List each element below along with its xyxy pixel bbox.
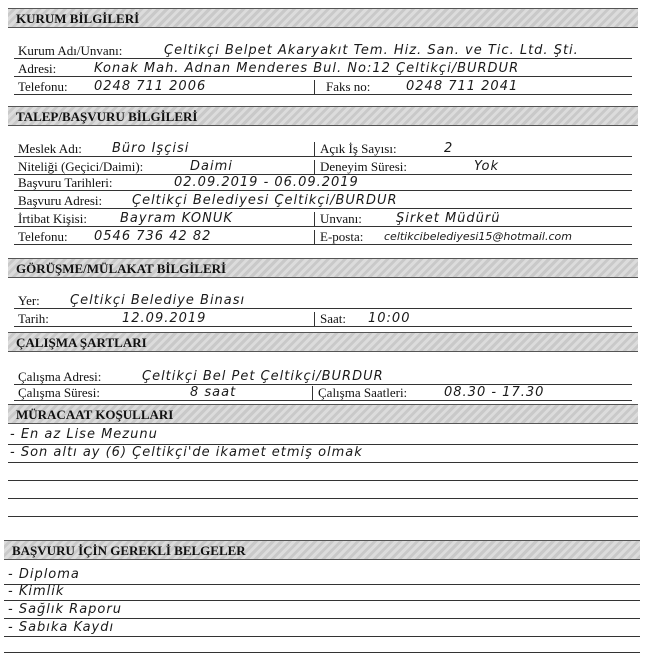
meslek-row (14, 142, 632, 157)
irtibat-value[interactable]: Bayram KONUK (120, 212, 233, 226)
divider (314, 230, 315, 244)
saat-label: Saat: (320, 312, 346, 326)
ruled-line (8, 498, 638, 499)
ruled-line (8, 462, 638, 463)
kurum-adres-row (14, 62, 632, 77)
deneyim-label: Deneyim Süresi: (320, 160, 408, 174)
nitelik-value[interactable]: Daimi (190, 160, 233, 174)
nitelik-label: Niteliği (Geçici/Daimi): (18, 160, 144, 174)
section-gorusme-header: GÖRÜŞME/MÜLAKAT BİLGİLERİ (8, 258, 638, 278)
talep-telefon-row (14, 230, 632, 245)
calisma-adres-row (14, 370, 632, 385)
calisma-sure-value[interactable]: 8 saat (190, 386, 237, 400)
belge-item[interactable]: - Diploma (8, 567, 80, 582)
calisma-sure-row (14, 386, 632, 401)
basvuru-tarih-value[interactable]: 02.09.2019 - 06.09.2019 (174, 176, 359, 190)
acik-is-value[interactable]: 2 (444, 142, 454, 156)
eposta-value[interactable]: celtikcibelediyesi15@hotmail.com (384, 230, 572, 243)
section-muracaat-header: MÜRACAAT KOŞULLARI (8, 404, 638, 424)
talep-telefon-value[interactable]: 0546 736 42 82 (94, 230, 212, 244)
kurum-adi-row (14, 44, 632, 59)
kurum-telefon-value[interactable]: 0248 711 2006 (94, 80, 207, 94)
calisma-adres-value[interactable]: Çeltikçi Bel Pet Çeltikçi/BURDUR (142, 370, 384, 384)
gorusme-tarih-label: Tarih: (18, 312, 49, 326)
ruled-line (4, 652, 640, 653)
yer-row (14, 294, 632, 309)
unvan-label: Unvanı: (320, 212, 362, 226)
gorusme-tarih-row (14, 312, 632, 327)
kurum-faks-label: Faks no: (326, 80, 371, 94)
belge-item[interactable]: - Kimlik (8, 584, 65, 599)
meslek-label: Meslek Adı: (18, 142, 82, 156)
gorusme-tarih-value[interactable]: 12.09.2019 (122, 312, 207, 326)
ruled-line (4, 600, 640, 601)
ruled-line (4, 618, 640, 619)
basvuru-adres-value[interactable]: Çeltikçi Belediyesi Çeltikçi/BURDUR (132, 194, 398, 208)
kurum-faks-value[interactable]: 0248 711 2041 (406, 80, 519, 94)
section-calisma-header: ÇALIŞMA ŞARTLARI (8, 332, 638, 352)
basvuru-adres-row (14, 194, 632, 209)
belge-item[interactable]: - Sabıka Kaydı (8, 620, 115, 635)
calisma-adres-label: Çalışma Adresi: (18, 370, 102, 384)
ruled-line (4, 636, 640, 637)
kurum-telefon-label: Telefonu: (18, 80, 68, 94)
yer-label: Yer: (18, 294, 40, 308)
basvuru-adres-label: Başvuru Adresi: (18, 194, 103, 208)
kurum-adi-label: Kurum Adı/Unvanı: (18, 44, 123, 58)
basvuru-tarih-row (14, 176, 632, 191)
unvan-value[interactable]: Şirket Müdürü (396, 212, 501, 226)
calisma-saat-value[interactable]: 08.30 - 17.30 (444, 386, 545, 400)
kurum-adres-label: Adresi: (18, 62, 57, 76)
section-belgeler-header: BAŞVURU İÇİN GEREKLİ BELGELER (4, 540, 640, 560)
kurum-adres-value[interactable]: Konak Mah. Adnan Menderes Bul. No:12 Çeltikçi/BURDUR (94, 62, 520, 76)
calisma-saat-label: Çalışma Saatleri: (318, 386, 408, 400)
muracaat-item[interactable]: - En az Lise Mezunu (10, 427, 158, 442)
ruled-line (8, 516, 638, 517)
divider (314, 212, 315, 226)
divider (312, 386, 313, 400)
muracaat-item[interactable]: - Son altı ay (6) Çeltikçi'de ikamet etmiş olmak (10, 445, 363, 460)
eposta-label: E-posta: (320, 230, 364, 244)
divider (314, 142, 315, 156)
belge-item[interactable]: - Sağlık Raporu (8, 602, 122, 617)
kurum-adi-value[interactable]: Çeltikçi Belpet Akaryakıt Tem. Hiz. San. ve Tic. Ltd. Şti. (164, 44, 579, 58)
meslek-value[interactable]: Büro İşçisi (112, 142, 190, 156)
kurum-telefon-row (14, 80, 632, 95)
yer-value[interactable]: Çeltikçi Belediye Binası (70, 294, 246, 308)
divider (314, 160, 315, 174)
deneyim-value[interactable]: Yok (474, 160, 499, 174)
nitelik-row (14, 160, 632, 175)
talep-telefon-label: Telefonu: (18, 230, 68, 244)
ruled-line (8, 480, 638, 481)
section-kurum-header: KURUM BİLGİLERİ (8, 8, 638, 28)
irtibat-row (14, 212, 632, 227)
divider (314, 80, 315, 94)
basvuru-tarih-label: Başvuru Tarihleri: (18, 176, 113, 190)
calisma-sure-label: Çalışma Süresi: (18, 386, 100, 400)
saat-value[interactable]: 10:00 (368, 312, 411, 326)
divider (314, 312, 315, 326)
section-talep-header: TALEP/BAŞVURU BİLGİLERİ (8, 106, 638, 126)
acik-is-label: Açık İş Sayısı: (320, 142, 397, 156)
ruled-line (4, 584, 640, 585)
irtibat-label: İrtibat Kişisi: (18, 212, 87, 226)
